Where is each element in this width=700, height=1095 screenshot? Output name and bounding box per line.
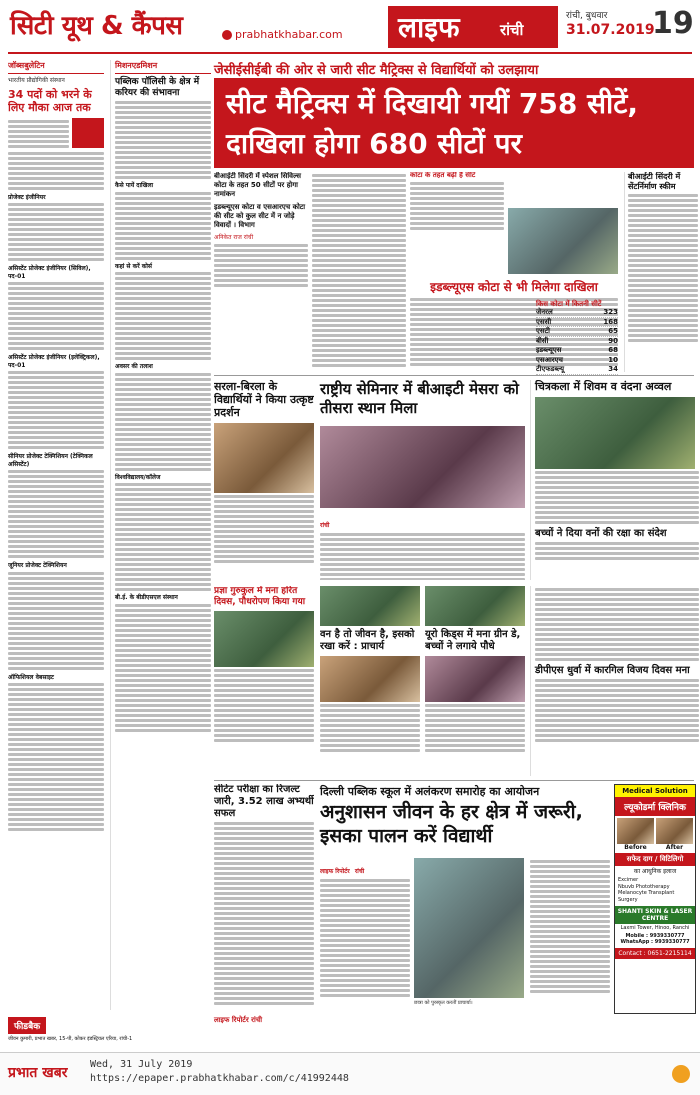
euro-photo-2 [425,656,525,702]
seats-row [536,327,618,337]
admission-sub-4: विश्वविद्यालय/कॉलेज [115,473,161,481]
feedback-bar [8,1014,206,1044]
website-label: prabhatkhabar.com [235,28,343,41]
seats-row [536,308,618,318]
ad-before-photo [617,818,654,844]
painting-photo [535,397,695,469]
seminar-photo [320,426,525,508]
ad-whatsapp[interactable]: WhatsApp : 9939330777 [620,939,690,945]
seats-row [536,356,618,366]
seats-row-value: 90 [608,336,618,345]
top-story-kicker: जेसीईसीईबी की ओर से जारी सीट मैट्रिक्स से विद्यार्थियों को उलझाया [214,63,539,78]
footer-brand: प्रभात खबर [8,1065,68,1081]
top-story-headline: सीट मैट्रिक्स में दिखायी गयीं 758 सीटें, दाखिला होगा 680 सीटों पर [226,87,639,160]
globe-icon [222,30,232,40]
jobs-headline: 34 पदों को भरने के लिए मौका आज तक [8,87,92,114]
job-1-title: प्रोजेक्ट इंजीनियर [8,193,46,201]
ad-line2: का आधुनिक इलाज [633,868,677,875]
ad-bullet-3: Melanocyte Transplant [618,890,675,896]
dps-reporter: लाइफ रिपोर्टर [320,868,350,875]
top-story-body-1 [214,172,308,372]
kargil-story [530,586,699,776]
reporter-credit: लाइफ रिपोर्टर रांची [214,1016,263,1024]
quota-box-heading: कोटा के तहत बढ़ी हैं सीटें [410,172,476,179]
feedback-label: फीडबैक [8,1017,46,1034]
issue-day: रांची, बुधवार [566,11,608,21]
feedback-text: जीवन कुमारी, प्रभात खबर, 15-पी, कोकर इंडस्ट्रियल एरिया, रांची-1 [8,1036,133,1042]
painting-headline: चित्रकला में शिवम व वंदना अव्वल [535,380,672,393]
sarla-headline: सरला-बिरला के विद्यार्थियों ने किया उत्कृष्ट प्रदर्शन [214,380,314,419]
top-photo-caption: इडब्ल्यूएस कोटा से भी मिलेगा दाखिला [430,280,598,294]
ctet-headline: सीटेट परीक्षा का रिजल्ट जारी, 3.52 लाख अभ्यर्थी सफल [214,784,314,819]
jobs-sub: भारतीय प्रौद्योगिकी संस्थान [8,77,65,84]
job-5-title: जूनियर प्रोजेक्ट टेक्निशियन [8,562,67,569]
seats-row-label: इडब्ल्यूएस [536,346,562,354]
seats-row-value: 168 [603,317,618,326]
van-headline: वन है तो जीवन है, इसको रखा करें : प्राचार्य [320,629,415,652]
ad-badge: Medical Solution [615,785,695,797]
ad-before-label: Before [624,844,647,851]
van-photo [320,586,420,626]
top-side-column [624,172,698,372]
seats-row [536,365,618,375]
masthead [0,0,700,56]
job-3-title: असिस्टेंट प्रोजेक्ट इंजीनियर (इलेक्ट्रिकल), पद-01 [8,354,100,369]
seats-row-value: 10 [608,355,618,364]
top-bullet-2: इडब्ल्यूएस कोटा व एसआरएच कोटा की सीट को कुल सीट में न जोड़े विवादों । विभाग [214,203,306,229]
dps-photo-caption: छात्रा को पुरस्कृत करतीं प्राचार्या। [414,1000,473,1006]
van-story [320,586,420,776]
euro-photo [425,586,525,626]
seats-row-label: एसटी [536,327,550,335]
seats-row-value: 323 [603,308,618,316]
van-photo-2 [320,656,420,702]
ad-after-photo [656,818,693,844]
jobs-tag: जॉब्सबुलेटिन [8,60,104,74]
jobs-column [8,60,104,1010]
dps-body-1 [320,858,410,1008]
top-story-body-2 [312,172,406,372]
issue-date: 31.07.2019 [566,22,655,38]
ad-phone[interactable]: Mobile : 9939330777 [625,932,685,939]
epaper-footer [0,1052,700,1095]
seats-row-label: जेनरल [536,308,553,316]
admission-sub-1: कैसे पायें दाखिला [115,182,154,189]
seats-row [536,337,618,347]
rule-mid [214,375,694,376]
medical-ad[interactable] [614,784,696,1014]
seats-row [536,318,618,328]
ad-bullet-2: Nbuvb Phototherapy [618,883,670,890]
rule-bottom [214,780,694,781]
seats-row-value: 65 [608,327,618,335]
ad-contact[interactable]: Contact : 0651-2215114 [615,948,695,959]
seminar-headline: राष्ट्रीय सेमिनार में बीआइटी मेसरा को तीसरा स्थान मिला [320,380,519,417]
dps-reporter-place: रांची [354,868,365,875]
seminar-place: रांची [320,522,330,529]
pragya-headline: प्रज्ञा गुरुकुल में मना हरित दिवस, पौधरोपण किया गया [214,586,306,607]
painting-story [530,380,699,580]
seats-row-label: टीएफडब्ल्यू [536,365,565,373]
kargil-headline: डीपीएस धुर्वा में कारगिल विजय दिवस मना [535,665,690,676]
official-site: ऑफिशियल वेबसाइट [8,673,54,681]
seminar-body [320,512,525,580]
seats-row-value: 68 [608,346,618,354]
seats-table-title: किस कोटा में कितनी सीटें [536,300,602,308]
page-number: 19 [652,6,694,41]
euro-kids-story [425,586,525,776]
seats-row-label: एसआरएच [536,355,563,364]
job-2-title: असिस्टेंट प्रोजेक्ट इंजीनियर (सिविल), पद-01 [8,265,91,280]
top-story-body-3 [410,172,504,232]
city-label: रांची [500,21,524,39]
admission-column [110,60,211,1010]
ad-bullet-1: Excimer [618,877,639,883]
seats-row-value: 34 [608,365,618,373]
top-bullet-1: बीआईटी सिंदरी में स्पेशल सिविल्स कोटा के तहत 50 सीटों पर होगा नामांकन [214,172,302,198]
admission-sub-2: कहां से करें कोर्स [115,262,152,270]
ad-bullet-4: Surgery [618,896,638,903]
footer-timestamp: Wed, 31 July 2019 [90,1059,193,1070]
section-title: सिटी यूथ & कैंपस [10,11,183,41]
byline: अनिकेत राज रांची [214,234,254,241]
euro-headline: यूरो किड्स में मना ग्रीन डे, बच्चों ने लगाये पौधे [425,629,521,652]
dps-photo [414,858,524,998]
masthead-rule [8,52,692,54]
dps-body-2 [530,858,610,1008]
sarla-photo [214,423,314,493]
dps-headline: अनुशासन जीवन के हर क्षेत्र में जरूरी, इसका पालन करें विद्यार्थी [320,801,583,847]
seats-row-label: बीसी [536,336,549,345]
ad-clinic: SHANTI SKIN & LASER CENTRE [615,906,695,924]
sarla-story [214,380,314,580]
dps-kicker: दिल्ली पब्लिक स्कूल में अलंकरण समारोह का आयोजन [320,785,540,798]
students-photo [508,208,618,274]
pragya-photo [214,611,314,667]
seats-table [536,300,618,372]
ctet-story [214,784,314,1012]
date-badge [72,118,104,148]
ad-after-label: After [665,844,684,851]
ad-title: ल्यूकोडर्मा क्लिनिक [615,797,695,816]
admission-headline: पब्लिक पॉलिसी के क्षेत्र में करियर की संभावना [115,77,200,98]
admission-sub-5: बी.ई. के बीडीएसएल संस्थान [115,594,178,601]
admission-tag: मिशनएडमिशन [115,60,211,74]
job-4-title: सीनियर प्रोजेक्ट टेक्निशियन (टेक्निकल असिस्टेंट) [8,453,93,468]
footer-url[interactable]: https://epaper.prabhatkhabar.com/c/41992448 [90,1073,349,1084]
admission-sub-3: अवसर की तलाश [115,363,153,370]
section-right-title: लाइफ [398,11,460,44]
footer-logo-icon [672,1065,690,1083]
seats-row [536,346,618,356]
tree-headline: बच्चों ने दिया वनों की रक्षा का संदेश [535,528,667,539]
seats-row-label: एससी [536,317,552,326]
section-right-box [388,6,558,48]
pragya-story [214,586,314,776]
top-side-heading: बीआईटी सिंदरी में सेंटर्निर्माण स्कीम [628,172,681,191]
ad-subtitle: सफेद दाग / विटिलिगो [615,853,695,866]
ad-address: Laxmi Tower, Hinoo, Ranchi [620,925,690,931]
top-story-headline-box [214,78,694,168]
